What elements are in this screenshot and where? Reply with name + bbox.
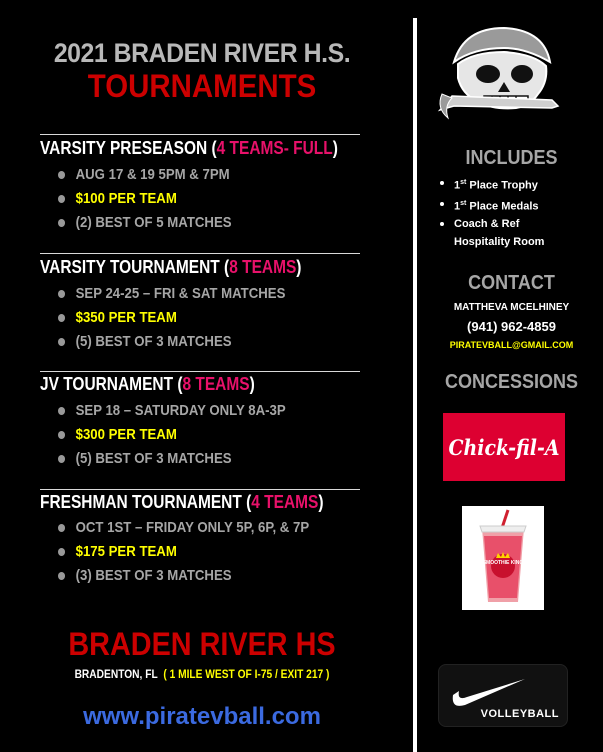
bullet-icon bbox=[440, 202, 444, 206]
smoothie-logo-text: SMOOTHIE KING bbox=[482, 560, 524, 566]
section-title-text: JV TOURNAMENT ( bbox=[40, 374, 183, 394]
section-details-varsity-preseason bbox=[58, 163, 255, 235]
bullet-icon bbox=[58, 572, 65, 580]
section-title-suffix: ) bbox=[318, 492, 324, 512]
section-title-suffix: ) bbox=[332, 138, 338, 158]
section-title-highlight: 8 TEAMS bbox=[229, 257, 297, 277]
section-title-freshman-tournament bbox=[40, 492, 324, 513]
bullet-icon bbox=[440, 181, 444, 185]
pirate-skull-logo bbox=[434, 20, 564, 130]
bullet-icon bbox=[58, 290, 65, 298]
detail-price: $175 PER TEAM bbox=[58, 540, 309, 564]
section-title-text: FRESHMAN TOURNAMENT ( bbox=[40, 492, 252, 512]
includes-item: 1st Place Trophy bbox=[440, 174, 544, 195]
includes-item: Hospitality Room bbox=[454, 236, 545, 249]
concessions-heading: CONCESSIONS bbox=[444, 371, 579, 393]
detail-format: (2) BEST OF 5 MATCHES bbox=[58, 211, 232, 235]
page-title: 2021 BRADEN RIVER H.S. bbox=[53, 38, 351, 68]
smoothie-king-logo bbox=[462, 506, 544, 610]
section-title-jv-tournament bbox=[40, 374, 255, 395]
detail-date: AUG 17 & 19 5PM & 7PM bbox=[58, 163, 232, 187]
section-title-highlight: 4 TEAMS bbox=[251, 492, 319, 512]
section-title-varsity-preseason bbox=[40, 138, 338, 159]
school-address bbox=[30, 667, 373, 681]
address-directions: ( 1 MILE WEST OF I-75 / EXIT 217 ) bbox=[163, 667, 330, 681]
section-title-suffix: ) bbox=[249, 374, 255, 394]
column-divider bbox=[413, 18, 417, 752]
contact-heading: CONTACT bbox=[468, 272, 555, 294]
includes-item: Coach & Ref bbox=[440, 215, 544, 233]
section-title-suffix: ) bbox=[296, 257, 302, 277]
section-divider bbox=[40, 489, 360, 490]
section-divider bbox=[40, 371, 360, 372]
section-details-jv-tournament bbox=[58, 399, 317, 471]
bullet-icon bbox=[58, 455, 65, 463]
section-title-highlight: 8 TEAMS bbox=[182, 374, 250, 394]
detail-date: SEP 18 – SATURDAY ONLY 8A-3P bbox=[58, 399, 286, 423]
nike-label: VOLLEYBALL bbox=[480, 708, 559, 720]
bullet-icon bbox=[440, 222, 444, 226]
bullet-icon bbox=[58, 548, 65, 556]
includes-item: 1st Place Medals bbox=[440, 195, 544, 216]
section-title-text: VARSITY TOURNAMENT ( bbox=[40, 257, 230, 277]
detail-date: OCT 1ST – FRIDAY ONLY 5P, 6P, & 7P bbox=[58, 516, 309, 540]
nike-volleyball-logo bbox=[438, 664, 568, 727]
bullet-icon bbox=[58, 171, 65, 179]
contact-name: MATTHEVA MCELHINEY bbox=[453, 302, 570, 313]
section-title-varsity-tournament bbox=[40, 257, 301, 278]
detail-format: (3) BEST OF 3 MATCHES bbox=[58, 564, 309, 588]
detail-price: $350 PER TEAM bbox=[58, 306, 285, 330]
chick-fil-a-logo: Chick-fil-A bbox=[443, 413, 565, 481]
section-divider bbox=[40, 134, 360, 135]
section-details-varsity-tournament bbox=[58, 282, 316, 354]
bullet-icon bbox=[58, 407, 65, 415]
nike-swoosh-icon bbox=[449, 671, 529, 711]
detail-format: (5) BEST OF 3 MATCHES bbox=[58, 330, 285, 354]
address-city: BRADENTON, FL bbox=[74, 667, 158, 681]
bullet-icon bbox=[58, 431, 65, 439]
bullet-icon bbox=[58, 219, 65, 227]
bullet-icon bbox=[58, 338, 65, 346]
page-subtitle: TOURNAMENTS bbox=[87, 68, 317, 104]
bullet-icon bbox=[58, 195, 65, 203]
section-divider bbox=[40, 253, 360, 254]
bullet-icon bbox=[58, 314, 65, 322]
bullet-icon bbox=[58, 524, 65, 532]
contact-email[interactable]: PIRATEVBALL@GMAIL.COM bbox=[449, 340, 574, 350]
section-details-freshman-tournament bbox=[58, 516, 343, 588]
website-link[interactable]: www.piratevball.com bbox=[83, 703, 321, 730]
detail-price: $100 PER TEAM bbox=[58, 187, 232, 211]
contact-phone[interactable]: (941) 962-4859 bbox=[467, 319, 556, 334]
section-title-text: VARSITY PRESEASON ( bbox=[40, 138, 217, 158]
section-title-highlight: 4 TEAMS- FULL bbox=[216, 138, 333, 158]
includes-heading: INCLUDES bbox=[465, 147, 558, 169]
detail-format: (5) BEST OF 3 MATCHES bbox=[58, 447, 286, 471]
school-name: BRADEN RIVER HS bbox=[68, 626, 336, 662]
includes-list bbox=[440, 174, 544, 251]
detail-price: $300 PER TEAM bbox=[58, 423, 286, 447]
detail-date: SEP 24-25 – FRI & SAT MATCHES bbox=[58, 282, 285, 306]
